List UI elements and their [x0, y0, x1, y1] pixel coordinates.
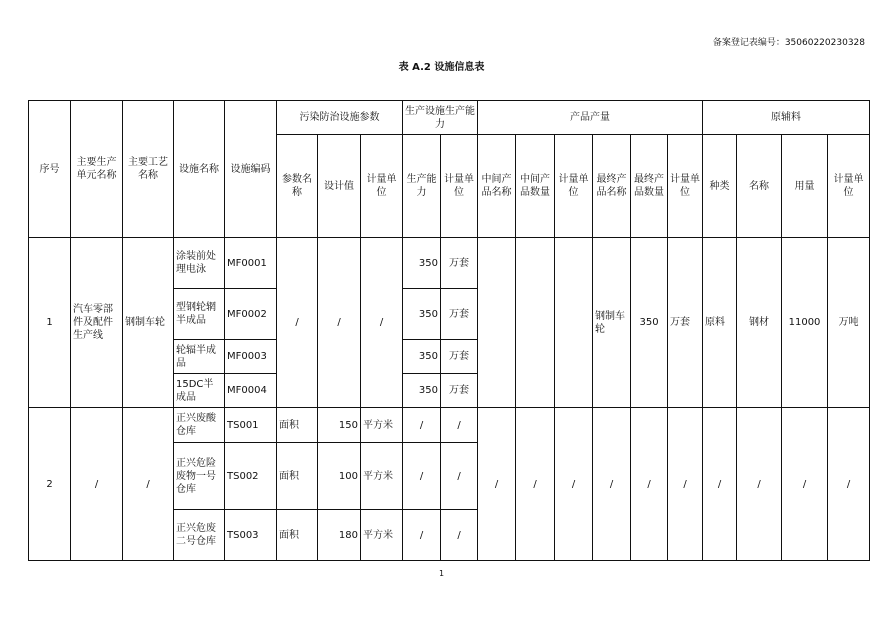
- header-kind: 种类: [703, 135, 737, 238]
- header-param-name: 参数名称: [277, 135, 318, 238]
- header-facility-code: 设施编码: [225, 101, 277, 238]
- header-name: 名称: [737, 135, 782, 238]
- row2-material-unit: /: [828, 408, 870, 561]
- row2-facility-2-code: TS002: [225, 443, 277, 510]
- row1-unit: 汽车零部件及配件生产线: [71, 238, 123, 408]
- row2-facility-3-capacity: /: [403, 510, 441, 561]
- row1-facility-1-capacity: 350: [403, 238, 441, 289]
- row2-final-unit: /: [668, 408, 703, 561]
- row2-facility-1-param: 面积: [277, 408, 318, 443]
- row2-material-amount: /: [782, 408, 828, 561]
- header-capacity: 生产能力: [403, 135, 441, 238]
- row2-facility-1-capacity: /: [403, 408, 441, 443]
- header-facility-name: 设施名称: [174, 101, 225, 238]
- header-material-unit: 计量单位: [828, 135, 870, 238]
- table-row: [29, 238, 870, 289]
- row2-final-qty: /: [631, 408, 668, 561]
- row1-material-unit: 万吨: [828, 238, 870, 408]
- row2-inter-qty: /: [516, 408, 555, 561]
- header-amount: 用量: [782, 135, 828, 238]
- table-row: [29, 408, 870, 443]
- row2-facility-3-unit: 平方米: [361, 510, 403, 561]
- facility-info-table: [28, 100, 870, 561]
- row1-final-qty: 350: [631, 238, 668, 408]
- row2-facility-2-param: 面积: [277, 443, 318, 510]
- row1-facility-3-code: MF0003: [225, 340, 277, 374]
- row2-inter-name: /: [478, 408, 516, 561]
- header-pollution-unit: 计量单位: [361, 135, 403, 238]
- row1-param: /: [277, 238, 318, 408]
- row1-facility-3-capacity: 350: [403, 340, 441, 374]
- page-number: 1: [438, 569, 445, 578]
- row2-facility-1-cap-unit: /: [441, 408, 478, 443]
- header-inter-unit: 计量单位: [555, 135, 593, 238]
- row1-process: 钢制车轮: [123, 238, 174, 408]
- row2-facility-3-code: TS003: [225, 510, 277, 561]
- row1-seq: 1: [29, 238, 71, 408]
- page-title: 表 A.2 设施信息表: [398, 62, 485, 73]
- row1-facility-2-name: 型钢轮辋半成品: [174, 289, 225, 340]
- row2-facility-3-name: 正兴危废二号仓库: [174, 510, 225, 561]
- header-inter-name: 中间产品名称: [478, 135, 516, 238]
- header-design-value: 设计值: [318, 135, 361, 238]
- row1-facility-2-cap-unit: 万套: [441, 289, 478, 340]
- row2-material-kind: /: [703, 408, 737, 561]
- row2-facility-1-value: 150: [318, 408, 361, 443]
- row2-facility-3-value: 180: [318, 510, 361, 561]
- row1-material-kind: 原料: [703, 238, 737, 408]
- row1-facility-2-capacity: 350: [403, 289, 441, 340]
- row2-facility-2-unit: 平方米: [361, 443, 403, 510]
- header-row-1: [29, 101, 870, 135]
- row1-pollution-unit: /: [361, 238, 403, 408]
- row1-facility-4-name: 15DC半成品: [174, 374, 225, 408]
- row1-material-name: 钢材: [737, 238, 782, 408]
- row1-facility-4-cap-unit: 万套: [441, 374, 478, 408]
- row2-final-name: /: [593, 408, 631, 561]
- header-capacity-group: 生产设施生产能力: [403, 101, 478, 135]
- row2-facility-1-code: TS001: [225, 408, 277, 443]
- header-process: 主要工艺名称: [123, 101, 174, 238]
- record-number: 备案登记表编号：35060220230328: [712, 38, 865, 48]
- row1-facility-2-code: MF0002: [225, 289, 277, 340]
- header-unit: 主要生产单元名称: [71, 101, 123, 238]
- row1-final-product: 钢制车轮: [593, 238, 631, 408]
- row1-final-unit: 万套: [668, 238, 703, 408]
- header-inter-qty: 中间产品数量: [516, 135, 555, 238]
- row1-inter-name: [478, 238, 516, 408]
- row1-facility-4-code: MF0004: [225, 374, 277, 408]
- header-pollution-group: 污染防治设施参数: [277, 101, 403, 135]
- row1-facility-4-capacity: 350: [403, 374, 441, 408]
- row1-inter-qty: [516, 238, 555, 408]
- row2-facility-2-name: 正兴危险废物一号仓库: [174, 443, 225, 510]
- row2-facility-1-name: 正兴废酸仓库: [174, 408, 225, 443]
- row1-facility-3-cap-unit: 万套: [441, 340, 478, 374]
- row1-design-value: /: [318, 238, 361, 408]
- header-final-name: 最终产品名称: [593, 135, 631, 238]
- header-final-unit: 计量单位: [668, 135, 703, 238]
- row2-facility-2-capacity: /: [403, 443, 441, 510]
- row1-facility-1-code: MF0001: [225, 238, 277, 289]
- row2-facility-2-cap-unit: /: [441, 443, 478, 510]
- header-material-group: 原辅料: [703, 101, 870, 135]
- header-capacity-unit: 计量单位: [441, 135, 478, 238]
- header-seq: 序号: [29, 101, 71, 238]
- row2-inter-unit: /: [555, 408, 593, 561]
- row1-facility-1-cap-unit: 万套: [441, 238, 478, 289]
- row2-seq: 2: [29, 408, 71, 561]
- row1-inter-unit: [555, 238, 593, 408]
- row2-facility-3-param: 面积: [277, 510, 318, 561]
- row2-facility-1-unit: 平方米: [361, 408, 403, 443]
- row2-unit: /: [71, 408, 123, 561]
- row2-facility-3-cap-unit: /: [441, 510, 478, 561]
- row2-material-name: /: [737, 408, 782, 561]
- row1-facility-3-name: 轮辐半成品: [174, 340, 225, 374]
- header-product-group: 产品产量: [478, 101, 703, 135]
- row2-process: /: [123, 408, 174, 561]
- row1-material-amount: 11000: [782, 238, 828, 408]
- header-final-qty: 最终产品数量: [631, 135, 668, 238]
- row1-facility-1-name: 涂装前处理电泳: [174, 238, 225, 289]
- row2-facility-2-value: 100: [318, 443, 361, 510]
